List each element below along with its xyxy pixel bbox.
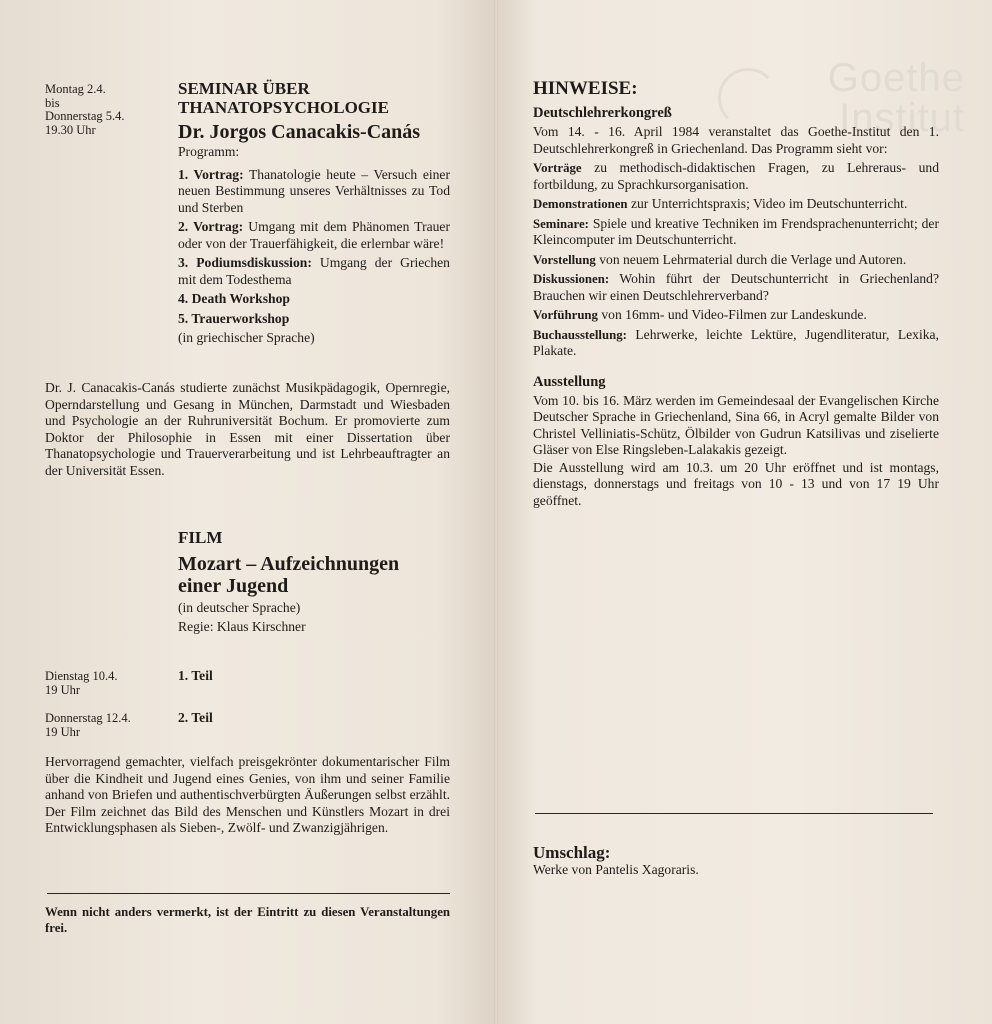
kongress-item bbox=[533, 252, 939, 269]
screening-time-line: 19 Uhr bbox=[45, 724, 81, 739]
hinweise-heading: HINWEISE: bbox=[533, 78, 638, 99]
seminar-title-line1: SEMINAR ÜBER bbox=[178, 79, 310, 98]
umschlag-block bbox=[533, 843, 933, 879]
hinweise-block bbox=[533, 78, 939, 509]
screening-date bbox=[45, 670, 165, 697]
kongress-item-text: von 16mm- und Video-Filmen zur Landeskunde. bbox=[601, 307, 867, 322]
seminar-date-line: Montag 2.4. bbox=[45, 82, 106, 96]
screening-part: 1. Teil bbox=[178, 668, 213, 683]
kongress-item-label: Seminare: bbox=[533, 216, 589, 231]
program-item-label: 1. Vortrag: bbox=[178, 166, 244, 182]
kongress-item-label: Vorführung bbox=[533, 308, 598, 322]
ausstellung-hours: Die Ausstellung wird am 10.3. um 20 Uhr eröffnet und ist montags, dienstags, donnerstags und freitags von 10 - 13 und von 17 19 Uhr geöffnet. bbox=[533, 459, 939, 508]
kongress-item-label: Vorträge bbox=[533, 161, 582, 175]
umschlag-text: Werke von Pantelis Xagoraris. bbox=[533, 862, 699, 877]
programm-label: Programm: bbox=[178, 144, 240, 159]
entry-note: Wenn nicht anders vermerkt, ist der Eintritt zu diesen Veranstaltungen frei. bbox=[45, 905, 450, 935]
program-item bbox=[178, 255, 450, 288]
film-director: Regie: Klaus Kirschner bbox=[178, 618, 306, 634]
speaker-bio: Dr. J. Canacakis-Canás studierte zunächst Musikpädagogik, Opernregie, Operndarstellung und Gesang in München, Darmstadt und Wiesbaden und Psychologie an der Ruhruniversität Bochum. Er promovierte zum Doktor der Philosophie in Essen mit einer Dissertation über Thanatopsychologie und Trauerverarbeitung und ist Lehrbeauftragter an der Universität Essen. bbox=[45, 380, 450, 478]
kongress-item-label: Demonstrationen bbox=[533, 197, 628, 211]
page-fold bbox=[494, 0, 498, 1024]
program-item-label: 5. Trauerworkshop bbox=[178, 310, 290, 326]
program-item-text: Umgang mit dem Phänomen Trauer oder von der Trauerfähigkeit, die erlernbar wäre! bbox=[178, 219, 450, 251]
umschlag-divider bbox=[535, 813, 933, 814]
program-item bbox=[178, 291, 450, 308]
program-item-text: Umgang der Griechen mit dem Todesthema bbox=[178, 255, 450, 287]
film-block bbox=[178, 528, 450, 635]
film-heading: FILM bbox=[178, 528, 223, 547]
seminar-language-note: (in griechischer Sprache) bbox=[178, 330, 315, 345]
kongress-item bbox=[533, 196, 939, 213]
kongress-item-text: Lehrwerke, leichte Lektüre, Jugendliteratur, Lexika, Plakate. bbox=[533, 326, 939, 358]
screening-part: 2. Teil bbox=[178, 710, 213, 725]
screening-time-line: 19 Uhr bbox=[45, 682, 81, 697]
seminar-speaker: Dr. Jorgos Canacakis-Canás bbox=[178, 121, 421, 143]
program-item-text: Thanatologie heute – Versuch einer neuen Bestimmung unseres Verhältnisses zu Tod und Sterben bbox=[178, 166, 450, 215]
program-item-label: 2. Vortrag: bbox=[178, 219, 244, 234]
kongress-item bbox=[533, 216, 939, 249]
kongress-item-text: zur Unterrichtspraxis; Video im Deutschunterricht. bbox=[630, 196, 908, 211]
ausstellung-heading: Ausstellung bbox=[533, 373, 606, 390]
film-title-line2: einer Jugend bbox=[178, 575, 289, 597]
program-item bbox=[178, 167, 450, 217]
kongress-item-text: Wohin führt der Deutschunterricht in Griechenland? Brauchen wir einen Deutschlehrerverband? bbox=[533, 271, 939, 303]
seminar-date-line: bis bbox=[45, 95, 60, 110]
watermark-line1: Goethe bbox=[827, 56, 965, 100]
program-item-label: 3. Podiumsdiskussion: bbox=[178, 255, 312, 270]
kongress-item-label: Buchausstellung: bbox=[533, 327, 627, 342]
kongress-intro: Vom 14. - 16. April 1984 veranstaltet das Goethe-Institut den 1. Deutschlehrerkongreß in Griechenland. Das Programm sieht vor: bbox=[533, 124, 939, 156]
kongress-item-label: Vorstellung bbox=[533, 252, 596, 267]
kongress-item bbox=[533, 271, 939, 304]
kongress-item-text: Spiele und kreative Techniken im Frendsprachenunterricht; der Kleincomputer im Deutschunterricht. bbox=[533, 215, 939, 247]
kongress-item bbox=[533, 307, 939, 324]
film-title-line1: Mozart – Aufzeichnungen bbox=[178, 553, 400, 575]
film-description: Hervorragend gemachter, vielfach preisgekrönter dokumentarischer Film über die Kindheit und Jugend eines Genies, von ihm und seiner Familie anhand von Briefen und authentischverbürgten Äußerungen selbst erzählt. Der Film zeichnet das Bild des Menschen und Künstlers Mozart in drei Entwicklungsphasen als Sieben-, Zwölf- und Zwanzigjährigen. bbox=[45, 754, 450, 835]
seminar-date-line: 19.30 Uhr bbox=[45, 122, 96, 137]
screening-date-line: Dienstag 10.4. bbox=[45, 669, 118, 683]
seminar-dates bbox=[45, 83, 165, 137]
umschlag-heading: Umschlag: bbox=[533, 843, 611, 862]
screening-date bbox=[45, 712, 165, 739]
kongress-item bbox=[533, 160, 939, 193]
screening-date-line: Donnerstag 12.4. bbox=[45, 711, 131, 725]
kongress-item-text: zu methodisch-didaktischen Fragen, zu Lehreraus- und fortbildung, zu Sprachkursorganisation. bbox=[533, 160, 939, 192]
footer-divider bbox=[47, 893, 450, 894]
film-language-note: (in deutscher Sprache) bbox=[178, 600, 301, 615]
seminar-block bbox=[178, 79, 450, 347]
program-item bbox=[178, 311, 450, 328]
program-item bbox=[178, 219, 450, 252]
kongress-item bbox=[533, 327, 939, 360]
program-item-label: 4. Death Workshop bbox=[178, 291, 290, 306]
seminar-date-line: Donnerstag 5.4. bbox=[45, 109, 125, 123]
ausstellung-text: Vom 10. bis 16. März werden im Gemeindesaal der Evangelischen Kirche Deutscher Sprache in Griechenland, Sina 66, in Acryl gemalte Bilder von Christel Velliniatis-Schütz, Ölbilder von Gudrun Katsilivas und ziselierte Gläser von Else Ringsleben-Lalakakis gezeigt. bbox=[533, 392, 939, 457]
kongress-item-label: Diskussionen: bbox=[533, 272, 610, 286]
seminar-title-line2: THANATOPSYCHOLOGIE bbox=[178, 98, 389, 117]
kongress-heading: Deutschlehrerkongreß bbox=[533, 105, 672, 121]
watermark-line2: Institut bbox=[839, 96, 965, 140]
kongress-item-text: von neuem Lehrmaterial durch die Verlage und Autoren. bbox=[599, 251, 907, 267]
